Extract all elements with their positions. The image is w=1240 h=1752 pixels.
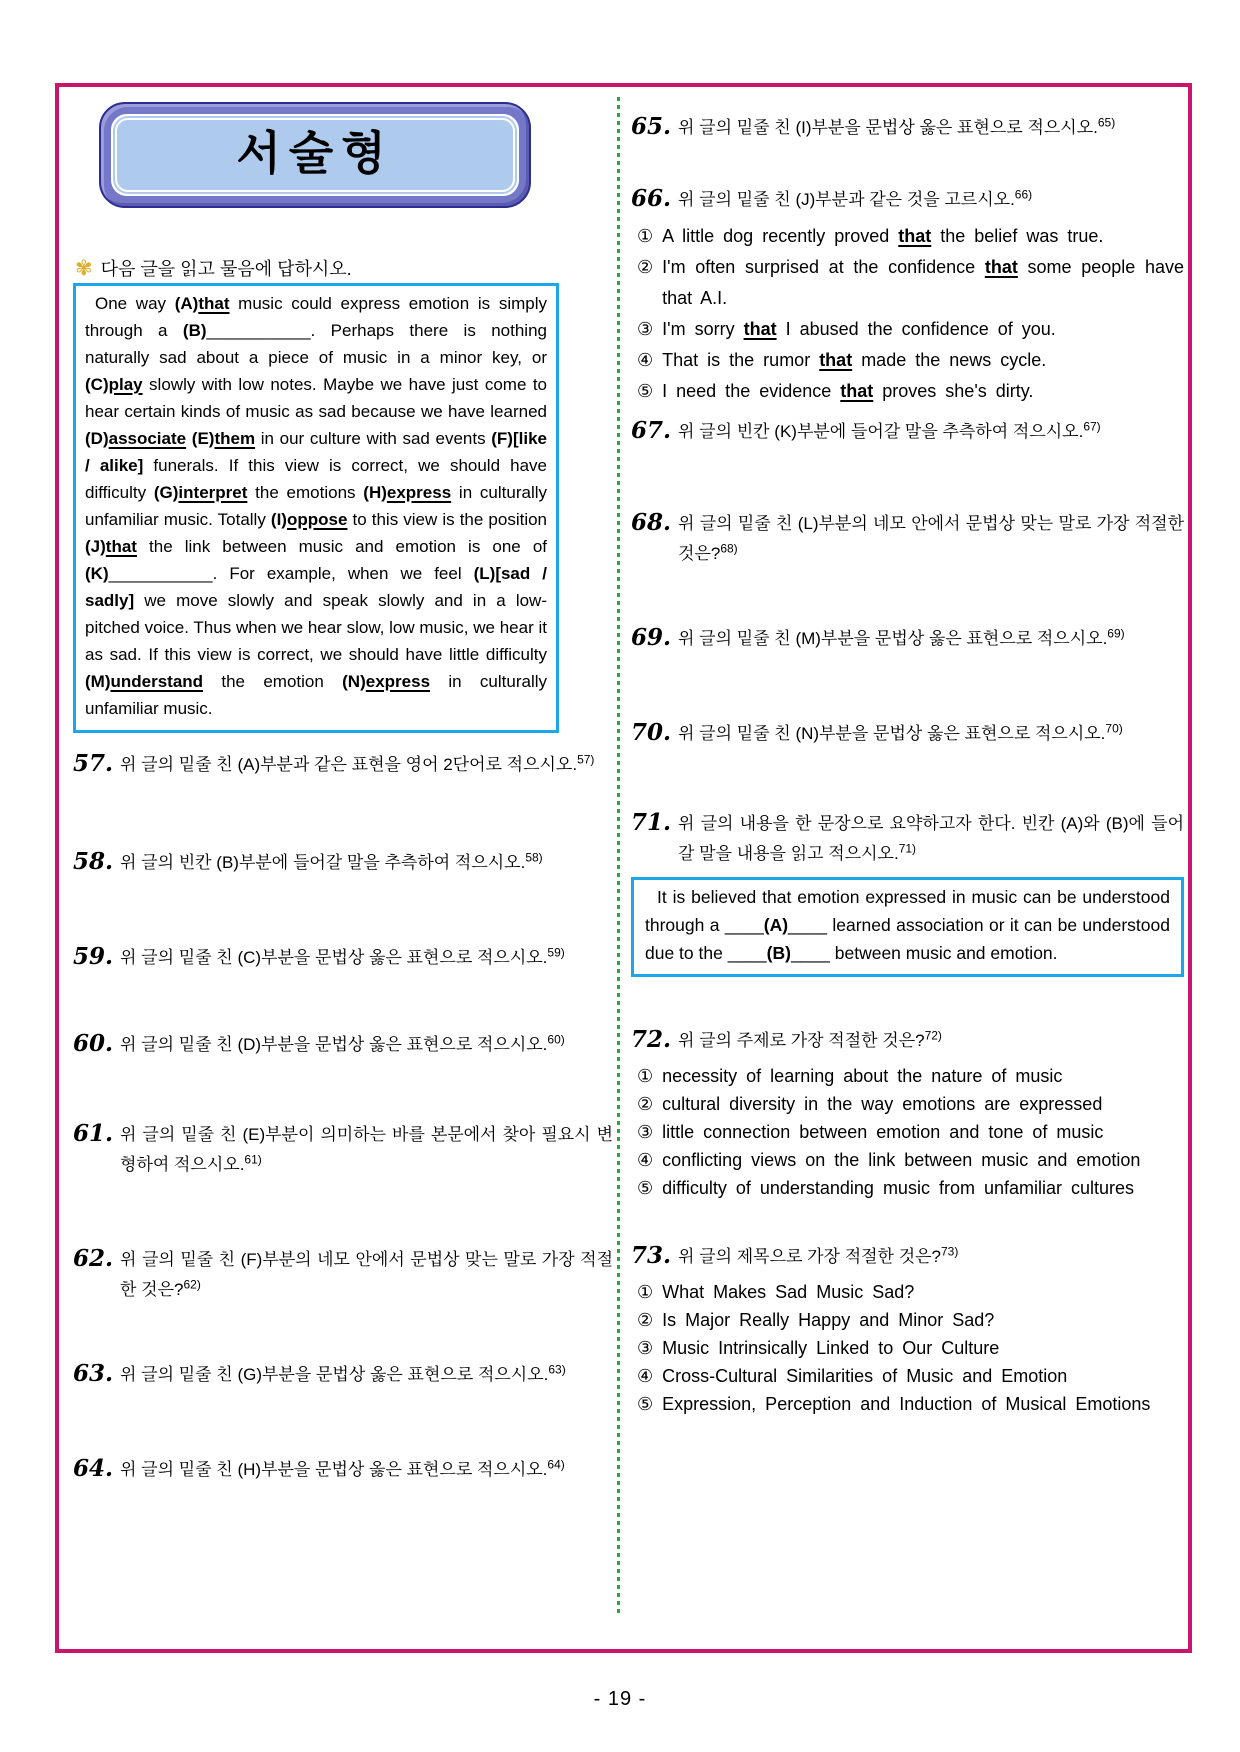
question-61 — [73, 1120, 613, 1180]
question-text: 위 글의 밑줄 친 (A)부분과 같은 표현을 영어 2단어로 적으시오.$^{57)}$ — [120, 752, 595, 774]
choice-text: Cross-Cultural Similarities of Music and Emotion — [662, 1366, 1068, 1386]
choice-5 — [631, 1174, 1184, 1202]
passage-text: One way (A)that music could express emotion is simply through a (B)___________. Perhaps there is nothing naturally sad about a piece of music in a minor key, or (C)play slowly with low notes. Maybe we have just come to hear certain kinds of music as sad because we have learned (D)associate (E)them in our culture with sad events (F)[like / alike] funerals. If this view is correct, we should have difficulty (G)interpret the emotions (H)express in culturally unfamiliar music. Totally (I)oppose to this view is the position (J)that the link between music and emotion is one of (K)___________. For example, when we feel (L)[sad / sadly] we move slowly and speak slowly and in a low-pitched voice. Thus when we hear slow, low music, we hear it as sad. If this view is correct, we should have little difficulty (M)understand the emotion (N)express in culturally unfamiliar music. — [85, 294, 548, 718]
choice-marker: ③ — [637, 319, 654, 339]
question-73 — [631, 1242, 1184, 1418]
choice-text: necessity of learning about the nature of music — [662, 1066, 1063, 1086]
summary-box — [631, 877, 1184, 977]
choice-marker: ③ — [637, 1338, 654, 1358]
choice-marker: ④ — [637, 1366, 654, 1386]
question-62 — [73, 1245, 613, 1305]
choice-list — [631, 1062, 1184, 1202]
choice-text: Is Major Really Happy and Minor Sad? — [662, 1310, 995, 1330]
section-title: 서술형 — [115, 118, 515, 192]
choice-marker: ④ — [637, 1150, 654, 1170]
question-number: 69. — [631, 624, 672, 651]
question-number: 71. — [631, 809, 672, 836]
choice-5 — [631, 1390, 1184, 1418]
choice-list — [631, 221, 1184, 407]
question-number: 68. — [631, 509, 672, 536]
question-67 — [631, 417, 1184, 447]
question-66-header — [631, 185, 1184, 215]
left-column — [73, 87, 613, 1485]
question-number: 60. — [73, 1030, 114, 1057]
choice-marker: ① — [637, 226, 654, 246]
choice-4 — [631, 345, 1184, 376]
question-text: 위 글의 밑줄 친 (J)부분과 같은 것을 고르시오.$^{66)}$ — [678, 187, 1033, 209]
footnote-ref: 57) — [577, 752, 595, 767]
question-number: 73. — [631, 1242, 672, 1269]
choice-2 — [631, 252, 1184, 314]
question-number: 62. — [73, 1245, 114, 1272]
summary-text: It is believed that emotion expressed in music can be understood through a ____(A)____ learned association or it can be understood due to the ____(B)____ between music and emotion. — [645, 887, 1170, 963]
footnote-ref: 72) — [924, 1028, 942, 1043]
choice-marker: ② — [637, 1310, 654, 1330]
choice-1 — [631, 1278, 1184, 1306]
choice-text: cultural diversity in the way emotions are expressed — [662, 1094, 1103, 1114]
question-73-header — [631, 1242, 1184, 1272]
choice-marker: ④ — [637, 350, 654, 370]
question-text: 위 글의 밑줄 친 (M)부분을 문법상 옳은 표현으로 적으시오.$^{69)}$ — [678, 626, 1125, 648]
footnote-ref: 67) — [1083, 419, 1101, 434]
choice-marker: ② — [637, 257, 654, 277]
question-number: 66. — [631, 185, 672, 212]
page-frame — [55, 83, 1192, 1653]
footnote-ref: 58) — [525, 850, 543, 865]
footnote-ref: 73) — [941, 1244, 959, 1259]
choice-3 — [631, 1334, 1184, 1362]
instruction-text: 다음 글을 읽고 물음에 답하시오. — [100, 259, 352, 279]
footnote-ref: 59) — [547, 945, 565, 960]
question-68 — [631, 509, 1184, 569]
question-70 — [631, 719, 1184, 749]
question-text: 위 글의 빈칸 (B)부분에 들어갈 말을 추측하여 적으시오.$^{58)}$ — [120, 850, 543, 872]
choice-text: I'm often surprised at the confidence that some people have that A.I. — [662, 257, 1184, 308]
question-72 — [631, 1026, 1184, 1202]
choice-text: A little dog recently proved that the belief was true. — [662, 226, 1104, 246]
footnote-ref: 61) — [244, 1152, 262, 1167]
question-text: 위 글의 밑줄 친 (E)부분이 의미하는 바를 본문에서 찾아 필요시 변형하여 적으시오.$^{61)}$ — [120, 1125, 613, 1174]
question-57 — [73, 750, 613, 780]
question-text: 위 글의 밑줄 친 (L)부분의 네모 안에서 문법상 맞는 말로 가장 적절한 것은?$^{68)}$ — [678, 514, 1184, 563]
question-text: 위 글의 제목으로 가장 적절한 것은?$^{73)}$ — [678, 1244, 959, 1266]
question-number: 59. — [73, 943, 114, 970]
question-text: 위 글의 밑줄 친 (D)부분을 문법상 옳은 표현으로 적으시오.$^{60)}$ — [120, 1032, 565, 1054]
choice-list — [631, 1278, 1184, 1418]
choice-5 — [631, 376, 1184, 407]
choice-text: What Makes Sad Music Sad? — [662, 1282, 915, 1302]
choice-marker: ② — [637, 1094, 654, 1114]
question-65 — [631, 113, 1184, 143]
question-number: 72. — [631, 1026, 672, 1053]
question-text: 위 글의 밑줄 친 (N)부분을 문법상 옳은 표현으로 적으시오.$^{70)}$ — [678, 721, 1123, 743]
page-number: - 19 - — [593, 1688, 647, 1710]
question-text: 위 글의 빈칸 (K)부분에 들어갈 말을 추측하여 적으시오.$^{67)}$ — [678, 419, 1101, 441]
question-60 — [73, 1030, 613, 1060]
choice-2 — [631, 1306, 1184, 1334]
question-text: 위 글의 밑줄 친 (H)부분을 문법상 옳은 표현으로 적으시오.$^{64)}$ — [120, 1457, 565, 1479]
question-number: 57. — [73, 750, 114, 777]
section-title-box — [99, 102, 531, 208]
question-number: 64. — [73, 1455, 114, 1482]
question-58 — [73, 848, 613, 878]
footnote-ref: 66) — [1014, 187, 1033, 202]
passage-box — [73, 283, 559, 733]
question-text: 위 글의 주제로 가장 적절한 것은?$^{72)}$ — [678, 1028, 942, 1050]
question-number: 70. — [631, 719, 672, 746]
question-71 — [631, 809, 1184, 977]
choice-3 — [631, 1118, 1184, 1146]
question-number: 58. — [73, 848, 114, 875]
choice-text: I need the evidence that proves she's dirty. — [662, 381, 1034, 401]
question-text: 위 글의 밑줄 친 (F)부분의 네모 안에서 문법상 맞는 말로 가장 적절한 것은?$^{62)}$ — [120, 1250, 613, 1299]
question-69 — [631, 624, 1184, 654]
choice-marker: ③ — [637, 1122, 654, 1142]
choice-marker: ① — [637, 1066, 654, 1086]
question-text: 위 글의 밑줄 친 (C)부분을 문법상 옳은 표현으로 적으시오.$^{59)}$ — [120, 945, 565, 967]
choice-text: I'm sorry that I abused the confidence of you. — [662, 319, 1056, 339]
question-72-header — [631, 1026, 1184, 1056]
choice-1 — [631, 1062, 1184, 1090]
section-title-ring — [109, 112, 521, 198]
choice-text: Music Intrinsically Linked to Our Culture — [662, 1338, 1000, 1358]
footnote-ref: 65) — [1097, 115, 1116, 130]
question-64 — [73, 1455, 613, 1485]
choice-marker: ⑤ — [637, 381, 654, 401]
choice-text: That is the rumor that made the news cycle. — [662, 350, 1047, 370]
footnote-ref: 64) — [547, 1457, 565, 1472]
right-column — [631, 87, 1184, 1418]
footnote-ref: 60) — [547, 1032, 565, 1047]
question-71-header — [631, 809, 1184, 869]
question-number: 63. — [73, 1360, 114, 1387]
footnote-ref: 63) — [548, 1362, 566, 1377]
question-number: 67. — [631, 417, 672, 444]
footnote-ref: 69) — [1107, 626, 1125, 641]
question-66 — [631, 185, 1184, 407]
choice-4 — [631, 1146, 1184, 1174]
choice-marker: ① — [637, 1282, 654, 1302]
instruction-row — [73, 257, 613, 281]
question-text: 위 글의 내용을 한 문장으로 요약하고자 한다. 빈칸 (A)와 (B)에 들어갈 말을 내용을 읽고 적으시오.$^{71)}$ — [678, 814, 1184, 863]
question-text: 위 글의 밑줄 친 (G)부분을 문법상 옳은 표현으로 적으시오.$^{63)}$ — [120, 1362, 566, 1384]
choice-marker: ⑤ — [637, 1178, 654, 1198]
choice-text: difficulty of understanding music from unfamiliar cultures — [662, 1178, 1135, 1198]
question-number: 65. — [631, 113, 672, 140]
choice-text: Expression, Perception and Induction of Musical Emotions — [662, 1394, 1151, 1414]
choice-4 — [631, 1362, 1184, 1390]
footnote-ref: 71) — [898, 841, 917, 856]
question-63 — [73, 1360, 613, 1390]
footnote-ref: 62) — [183, 1277, 201, 1292]
footnote-ref: 70) — [1105, 721, 1123, 736]
question-59 — [73, 943, 613, 973]
choice-2 — [631, 1090, 1184, 1118]
question-text: 위 글의 밑줄 친 (I)부분을 문법상 옳은 표현으로 적으시오.$^{65)}$ — [678, 115, 1116, 137]
choice-marker: ⑤ — [637, 1394, 654, 1414]
column-divider — [617, 97, 620, 1613]
question-number: 61. — [73, 1120, 114, 1147]
choice-text: conflicting views on the link between music and emotion — [662, 1150, 1141, 1170]
footnote-ref: 68) — [720, 541, 738, 556]
choice-text: little connection between emotion and tone of music — [662, 1122, 1104, 1142]
flower-icon: ✾ — [75, 257, 93, 280]
choice-1 — [631, 221, 1184, 252]
choice-3 — [631, 314, 1184, 345]
